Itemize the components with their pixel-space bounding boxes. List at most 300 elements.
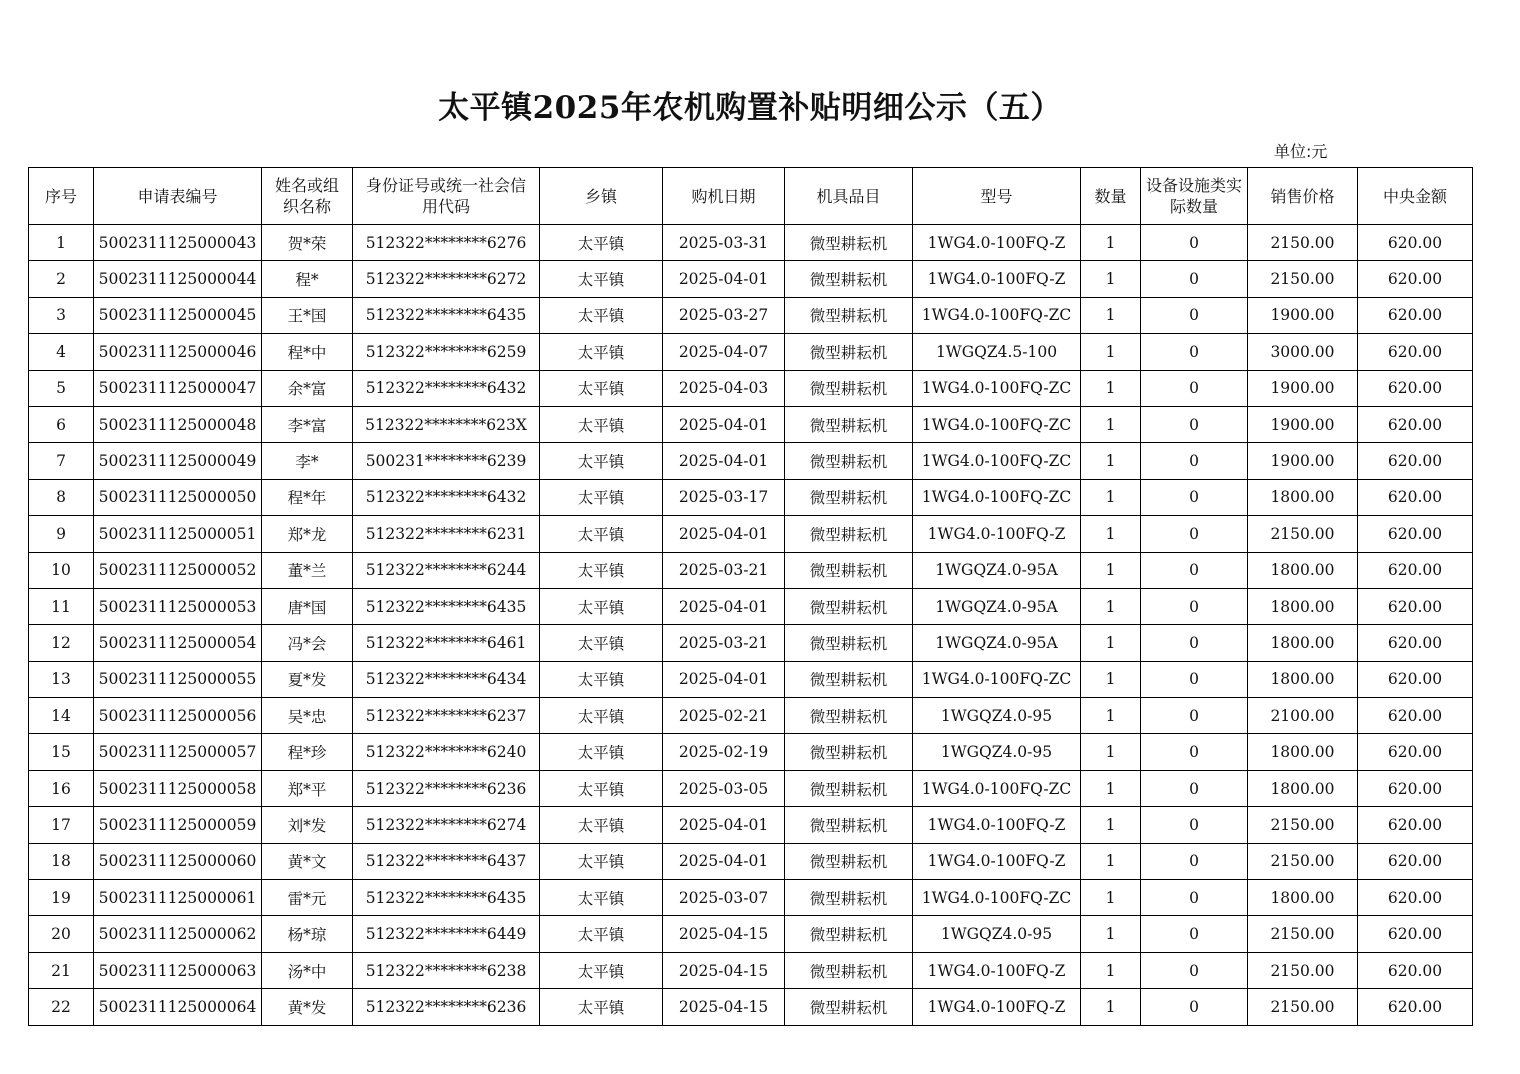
township-cell: 太平镇 — [540, 989, 663, 1025]
model-cell: 1WG4.0-100FQ-ZC — [913, 443, 1081, 479]
application-number-cell: 5002311125000057 — [94, 734, 262, 770]
purchase-date-cell: 2025-04-01 — [663, 443, 785, 479]
township-cell: 太平镇 — [540, 734, 663, 770]
purchase-date-cell: 2025-04-15 — [663, 989, 785, 1025]
quantity-cell: 1 — [1081, 479, 1141, 515]
application-number-cell: 5002311125000053 — [94, 588, 262, 624]
facility-quantity-cell: 0 — [1141, 297, 1248, 333]
machine-category-cell: 微型耕耘机 — [785, 479, 913, 515]
machine-category-cell: 微型耕耘机 — [785, 698, 913, 734]
applicant-name-cell: 程* — [262, 261, 353, 297]
facility-quantity-cell: 0 — [1141, 334, 1248, 370]
purchase-date-cell: 2025-04-01 — [663, 661, 785, 697]
id-number-cell: 512322********6435 — [353, 297, 540, 333]
facility-quantity-cell: 0 — [1141, 880, 1248, 916]
applicant-name-cell: 李* — [262, 443, 353, 479]
facility-quantity-cell: 0 — [1141, 479, 1248, 515]
sale-price-cell: 2150.00 — [1248, 807, 1358, 843]
application-number-cell: 5002311125000054 — [94, 625, 262, 661]
facility-quantity-cell: 0 — [1141, 261, 1248, 297]
quantity-cell: 1 — [1081, 734, 1141, 770]
applicant-name-cell: 李*富 — [262, 406, 353, 442]
purchase-date-cell: 2025-04-15 — [663, 952, 785, 988]
row-index-cell: 14 — [29, 698, 94, 734]
application-number-cell: 5002311125000051 — [94, 516, 262, 552]
sale-price-cell: 1900.00 — [1248, 370, 1358, 406]
facility-quantity-cell: 0 — [1141, 370, 1248, 406]
application-number-cell: 5002311125000047 — [94, 370, 262, 406]
id-number-cell: 512322********6432 — [353, 370, 540, 406]
model-cell: 1WG4.0-100FQ-ZC — [913, 661, 1081, 697]
quantity-cell: 1 — [1081, 225, 1141, 261]
application-number-cell: 5002311125000063 — [94, 952, 262, 988]
id-number-cell: 512322********6231 — [353, 516, 540, 552]
facility-quantity-cell: 0 — [1141, 588, 1248, 624]
row-index-cell: 1 — [29, 225, 94, 261]
machine-category-cell: 微型耕耘机 — [785, 625, 913, 661]
township-cell: 太平镇 — [540, 297, 663, 333]
id-number-cell: 512322********6435 — [353, 588, 540, 624]
central-amount-cell: 620.00 — [1358, 443, 1473, 479]
table-row — [29, 625, 1473, 661]
column-header: 型号 — [913, 168, 1081, 225]
application-number-cell: 5002311125000058 — [94, 770, 262, 806]
quantity-cell: 1 — [1081, 297, 1141, 333]
purchase-date-cell: 2025-04-07 — [663, 334, 785, 370]
application-number-cell: 5002311125000060 — [94, 843, 262, 879]
applicant-name-cell: 黄*文 — [262, 843, 353, 879]
model-cell: 1WG4.0-100FQ-ZC — [913, 297, 1081, 333]
township-cell: 太平镇 — [540, 406, 663, 442]
id-number-cell: 512322********6238 — [353, 952, 540, 988]
table-body — [29, 225, 1473, 1026]
machine-category-cell: 微型耕耘机 — [785, 443, 913, 479]
quantity-cell: 1 — [1081, 443, 1141, 479]
applicant-name-cell: 黄*发 — [262, 989, 353, 1025]
township-cell: 太平镇 — [540, 952, 663, 988]
township-cell: 太平镇 — [540, 479, 663, 515]
sale-price-cell: 1800.00 — [1248, 661, 1358, 697]
application-number-cell: 5002311125000050 — [94, 479, 262, 515]
model-cell: 1WGQZ4.0-95 — [913, 734, 1081, 770]
row-index-cell: 3 — [29, 297, 94, 333]
model-cell: 1WG4.0-100FQ-Z — [913, 516, 1081, 552]
sale-price-cell: 1900.00 — [1248, 297, 1358, 333]
quantity-cell: 1 — [1081, 406, 1141, 442]
applicant-name-cell: 冯*会 — [262, 625, 353, 661]
id-number-cell: 512322********6437 — [353, 843, 540, 879]
sale-price-cell: 2150.00 — [1248, 225, 1358, 261]
central-amount-cell: 620.00 — [1358, 479, 1473, 515]
model-cell: 1WG4.0-100FQ-ZC — [913, 880, 1081, 916]
id-number-cell: 512322********6435 — [353, 880, 540, 916]
purchase-date-cell: 2025-04-01 — [663, 516, 785, 552]
quantity-cell: 1 — [1081, 370, 1141, 406]
table-row — [29, 698, 1473, 734]
central-amount-cell: 620.00 — [1358, 807, 1473, 843]
model-cell: 1WGQZ4.5-100 — [913, 334, 1081, 370]
id-number-cell: 512322********6236 — [353, 770, 540, 806]
central-amount-cell: 620.00 — [1358, 406, 1473, 442]
applicant-name-cell: 程*珍 — [262, 734, 353, 770]
table-row — [29, 516, 1473, 552]
facility-quantity-cell: 0 — [1141, 625, 1248, 661]
model-cell: 1WG4.0-100FQ-Z — [913, 261, 1081, 297]
central-amount-cell: 620.00 — [1358, 625, 1473, 661]
row-index-cell: 6 — [29, 406, 94, 442]
application-number-cell: 5002311125000049 — [94, 443, 262, 479]
township-cell: 太平镇 — [540, 661, 663, 697]
application-number-cell: 5002311125000045 — [94, 297, 262, 333]
table-row — [29, 225, 1473, 261]
applicant-name-cell: 汤*中 — [262, 952, 353, 988]
purchase-date-cell: 2025-04-01 — [663, 843, 785, 879]
central-amount-cell: 620.00 — [1358, 552, 1473, 588]
sale-price-cell: 1800.00 — [1248, 552, 1358, 588]
table-row — [29, 479, 1473, 515]
application-number-cell: 5002311125000055 — [94, 661, 262, 697]
facility-quantity-cell: 0 — [1141, 516, 1248, 552]
unit-label: 单位:元 — [1274, 142, 1328, 161]
id-number-cell: 512322********6240 — [353, 734, 540, 770]
table-row — [29, 261, 1473, 297]
sale-price-cell: 2150.00 — [1248, 952, 1358, 988]
central-amount-cell: 620.00 — [1358, 261, 1473, 297]
applicant-name-cell: 程*中 — [262, 334, 353, 370]
machine-category-cell: 微型耕耘机 — [785, 770, 913, 806]
sale-price-cell: 2150.00 — [1248, 516, 1358, 552]
sale-price-cell: 2150.00 — [1248, 843, 1358, 879]
column-header: 乡镇 — [540, 168, 663, 225]
table-row — [29, 989, 1473, 1025]
row-index-cell: 21 — [29, 952, 94, 988]
sale-price-cell: 2100.00 — [1248, 698, 1358, 734]
table-row — [29, 552, 1473, 588]
sale-price-cell: 3000.00 — [1248, 334, 1358, 370]
row-index-cell: 11 — [29, 588, 94, 624]
quantity-cell: 1 — [1081, 698, 1141, 734]
row-index-cell: 15 — [29, 734, 94, 770]
row-index-cell: 22 — [29, 989, 94, 1025]
application-number-cell: 5002311125000052 — [94, 552, 262, 588]
column-header: 数量 — [1081, 168, 1141, 225]
purchase-date-cell: 2025-04-01 — [663, 588, 785, 624]
purchase-date-cell: 2025-04-15 — [663, 916, 785, 952]
row-index-cell: 13 — [29, 661, 94, 697]
quantity-cell: 1 — [1081, 989, 1141, 1025]
application-number-cell: 5002311125000056 — [94, 698, 262, 734]
sale-price-cell: 1900.00 — [1248, 406, 1358, 442]
facility-quantity-cell: 0 — [1141, 770, 1248, 806]
quantity-cell: 1 — [1081, 916, 1141, 952]
machine-category-cell: 微型耕耘机 — [785, 989, 913, 1025]
id-number-cell: 512322********6259 — [353, 334, 540, 370]
id-number-cell: 512322********6449 — [353, 916, 540, 952]
table-row — [29, 770, 1473, 806]
model-cell: 1WGQZ4.0-95A — [913, 588, 1081, 624]
purchase-date-cell: 2025-04-03 — [663, 370, 785, 406]
purchase-date-cell: 2025-03-07 — [663, 880, 785, 916]
page-title: 太平镇2025年农机购置补贴明细公示（五） — [438, 90, 1062, 126]
table-row — [29, 661, 1473, 697]
id-number-cell: 512322********6237 — [353, 698, 540, 734]
purchase-date-cell: 2025-03-21 — [663, 552, 785, 588]
purchase-date-cell: 2025-03-21 — [663, 625, 785, 661]
column-header: 机具品目 — [785, 168, 913, 225]
applicant-name-cell: 程*年 — [262, 479, 353, 515]
column-header: 中央金额 — [1358, 168, 1473, 225]
quantity-cell: 1 — [1081, 952, 1141, 988]
model-cell: 1WG4.0-100FQ-Z — [913, 843, 1081, 879]
column-header: 设备设施类实际数量 — [1141, 168, 1248, 225]
applicant-name-cell: 董*兰 — [262, 552, 353, 588]
quantity-cell: 1 — [1081, 843, 1141, 879]
machine-category-cell: 微型耕耘机 — [785, 843, 913, 879]
central-amount-cell: 620.00 — [1358, 734, 1473, 770]
table-header-row — [29, 168, 1473, 225]
applicant-name-cell: 唐*国 — [262, 588, 353, 624]
applicant-name-cell: 郑*龙 — [262, 516, 353, 552]
central-amount-cell: 620.00 — [1358, 989, 1473, 1025]
central-amount-cell: 620.00 — [1358, 916, 1473, 952]
applicant-name-cell: 刘*发 — [262, 807, 353, 843]
township-cell: 太平镇 — [540, 588, 663, 624]
facility-quantity-cell: 0 — [1141, 952, 1248, 988]
township-cell: 太平镇 — [540, 225, 663, 261]
model-cell: 1WG4.0-100FQ-ZC — [913, 770, 1081, 806]
township-cell: 太平镇 — [540, 261, 663, 297]
facility-quantity-cell: 0 — [1141, 406, 1248, 442]
township-cell: 太平镇 — [540, 916, 663, 952]
machine-category-cell: 微型耕耘机 — [785, 807, 913, 843]
application-number-cell: 5002311125000044 — [94, 261, 262, 297]
township-cell: 太平镇 — [540, 843, 663, 879]
machine-category-cell: 微型耕耘机 — [785, 916, 913, 952]
id-number-cell: 512322********6432 — [353, 479, 540, 515]
sale-price-cell: 2150.00 — [1248, 916, 1358, 952]
application-number-cell: 5002311125000046 — [94, 334, 262, 370]
row-index-cell: 2 — [29, 261, 94, 297]
model-cell: 1WGQZ4.0-95A — [913, 625, 1081, 661]
row-index-cell: 17 — [29, 807, 94, 843]
machine-category-cell: 微型耕耘机 — [785, 552, 913, 588]
model-cell: 1WG4.0-100FQ-Z — [913, 952, 1081, 988]
central-amount-cell: 620.00 — [1358, 952, 1473, 988]
machine-category-cell: 微型耕耘机 — [785, 297, 913, 333]
purchase-date-cell: 2025-03-17 — [663, 479, 785, 515]
model-cell: 1WGQZ4.0-95 — [913, 916, 1081, 952]
township-cell: 太平镇 — [540, 443, 663, 479]
column-header: 姓名或组织名称 — [262, 168, 353, 225]
sale-price-cell: 1800.00 — [1248, 625, 1358, 661]
row-index-cell: 9 — [29, 516, 94, 552]
purchase-date-cell: 2025-04-01 — [663, 261, 785, 297]
quantity-cell: 1 — [1081, 588, 1141, 624]
table-row — [29, 916, 1473, 952]
facility-quantity-cell: 0 — [1141, 698, 1248, 734]
id-number-cell: 512322********6276 — [353, 225, 540, 261]
column-header: 销售价格 — [1248, 168, 1358, 225]
central-amount-cell: 620.00 — [1358, 334, 1473, 370]
central-amount-cell: 620.00 — [1358, 225, 1473, 261]
machine-category-cell: 微型耕耘机 — [785, 225, 913, 261]
central-amount-cell: 620.00 — [1358, 588, 1473, 624]
row-index-cell: 20 — [29, 916, 94, 952]
table-row — [29, 443, 1473, 479]
sale-price-cell: 1800.00 — [1248, 770, 1358, 806]
application-number-cell: 5002311125000061 — [94, 880, 262, 916]
central-amount-cell: 620.00 — [1358, 661, 1473, 697]
model-cell: 1WG4.0-100FQ-Z — [913, 989, 1081, 1025]
subsidy-table — [28, 167, 1473, 1026]
table-row — [29, 880, 1473, 916]
township-cell: 太平镇 — [540, 334, 663, 370]
applicant-name-cell: 王*国 — [262, 297, 353, 333]
application-number-cell: 5002311125000048 — [94, 406, 262, 442]
quantity-cell: 1 — [1081, 770, 1141, 806]
applicant-name-cell: 夏*发 — [262, 661, 353, 697]
model-cell: 1WG4.0-100FQ-Z — [913, 807, 1081, 843]
machine-category-cell: 微型耕耘机 — [785, 370, 913, 406]
application-number-cell: 5002311125000043 — [94, 225, 262, 261]
quantity-cell: 1 — [1081, 552, 1141, 588]
column-header: 序号 — [29, 168, 94, 225]
id-number-cell: 512322********6274 — [353, 807, 540, 843]
model-cell: 1WG4.0-100FQ-Z — [913, 225, 1081, 261]
machine-category-cell: 微型耕耘机 — [785, 406, 913, 442]
facility-quantity-cell: 0 — [1141, 661, 1248, 697]
table-row — [29, 334, 1473, 370]
column-header: 身份证号或统一社会信用代码 — [353, 168, 540, 225]
applicant-name-cell: 杨*琼 — [262, 916, 353, 952]
row-index-cell: 12 — [29, 625, 94, 661]
quantity-cell: 1 — [1081, 880, 1141, 916]
central-amount-cell: 620.00 — [1358, 516, 1473, 552]
id-number-cell: 512322********6461 — [353, 625, 540, 661]
machine-category-cell: 微型耕耘机 — [785, 880, 913, 916]
applicant-name-cell: 吴*忠 — [262, 698, 353, 734]
table-row — [29, 297, 1473, 333]
table-row — [29, 406, 1473, 442]
machine-category-cell: 微型耕耘机 — [785, 734, 913, 770]
facility-quantity-cell: 0 — [1141, 734, 1248, 770]
id-number-cell: 512322********6272 — [353, 261, 540, 297]
machine-category-cell: 微型耕耘机 — [785, 588, 913, 624]
purchase-date-cell: 2025-04-01 — [663, 406, 785, 442]
applicant-name-cell: 贺*荣 — [262, 225, 353, 261]
quantity-cell: 1 — [1081, 625, 1141, 661]
model-cell: 1WG4.0-100FQ-ZC — [913, 406, 1081, 442]
table-row — [29, 843, 1473, 879]
township-cell: 太平镇 — [540, 516, 663, 552]
applicant-name-cell: 余*富 — [262, 370, 353, 406]
facility-quantity-cell: 0 — [1141, 807, 1248, 843]
machine-category-cell: 微型耕耘机 — [785, 516, 913, 552]
sale-price-cell: 1800.00 — [1248, 479, 1358, 515]
table-row — [29, 807, 1473, 843]
purchase-date-cell: 2025-02-21 — [663, 698, 785, 734]
row-index-cell: 7 — [29, 443, 94, 479]
row-index-cell: 5 — [29, 370, 94, 406]
applicant-name-cell: 雷*元 — [262, 880, 353, 916]
model-cell: 1WGQZ4.0-95 — [913, 698, 1081, 734]
application-number-cell: 5002311125000062 — [94, 916, 262, 952]
facility-quantity-cell: 0 — [1141, 916, 1248, 952]
application-number-cell: 5002311125000059 — [94, 807, 262, 843]
row-index-cell: 8 — [29, 479, 94, 515]
quantity-cell: 1 — [1081, 807, 1141, 843]
id-number-cell: 500231********6239 — [353, 443, 540, 479]
sale-price-cell: 1800.00 — [1248, 734, 1358, 770]
machine-category-cell: 微型耕耘机 — [785, 261, 913, 297]
township-cell: 太平镇 — [540, 807, 663, 843]
machine-category-cell: 微型耕耘机 — [785, 952, 913, 988]
row-index-cell: 16 — [29, 770, 94, 806]
purchase-date-cell: 2025-03-31 — [663, 225, 785, 261]
quantity-cell: 1 — [1081, 261, 1141, 297]
model-cell: 1WG4.0-100FQ-ZC — [913, 370, 1081, 406]
central-amount-cell: 620.00 — [1358, 770, 1473, 806]
sale-price-cell: 1800.00 — [1248, 588, 1358, 624]
id-number-cell: 512322********6236 — [353, 989, 540, 1025]
sale-price-cell: 1900.00 — [1248, 443, 1358, 479]
township-cell: 太平镇 — [540, 770, 663, 806]
central-amount-cell: 620.00 — [1358, 843, 1473, 879]
facility-quantity-cell: 0 — [1141, 225, 1248, 261]
machine-category-cell: 微型耕耘机 — [785, 334, 913, 370]
application-number-cell: 5002311125000064 — [94, 989, 262, 1025]
facility-quantity-cell: 0 — [1141, 989, 1248, 1025]
purchase-date-cell: 2025-04-01 — [663, 807, 785, 843]
id-number-cell: 512322********6244 — [353, 552, 540, 588]
township-cell: 太平镇 — [540, 552, 663, 588]
quantity-cell: 1 — [1081, 661, 1141, 697]
model-cell: 1WG4.0-100FQ-ZC — [913, 479, 1081, 515]
central-amount-cell: 620.00 — [1358, 370, 1473, 406]
sale-price-cell: 2150.00 — [1248, 989, 1358, 1025]
central-amount-cell: 620.00 — [1358, 698, 1473, 734]
sale-price-cell: 2150.00 — [1248, 261, 1358, 297]
purchase-date-cell: 2025-02-19 — [663, 734, 785, 770]
id-number-cell: 512322********6434 — [353, 661, 540, 697]
facility-quantity-cell: 0 — [1141, 443, 1248, 479]
township-cell: 太平镇 — [540, 880, 663, 916]
central-amount-cell: 620.00 — [1358, 297, 1473, 333]
facility-quantity-cell: 0 — [1141, 843, 1248, 879]
table-row — [29, 370, 1473, 406]
row-index-cell: 18 — [29, 843, 94, 879]
column-header: 申请表编号 — [94, 168, 262, 225]
township-cell: 太平镇 — [540, 370, 663, 406]
model-cell: 1WGQZ4.0-95A — [913, 552, 1081, 588]
applicant-name-cell: 郑*平 — [262, 770, 353, 806]
table-row — [29, 734, 1473, 770]
column-header: 购机日期 — [663, 168, 785, 225]
quantity-cell: 1 — [1081, 334, 1141, 370]
township-cell: 太平镇 — [540, 625, 663, 661]
row-index-cell: 4 — [29, 334, 94, 370]
id-number-cell: 512322********623X — [353, 406, 540, 442]
row-index-cell: 19 — [29, 880, 94, 916]
purchase-date-cell: 2025-03-05 — [663, 770, 785, 806]
purchase-date-cell: 2025-03-27 — [663, 297, 785, 333]
table-row — [29, 952, 1473, 988]
township-cell: 太平镇 — [540, 698, 663, 734]
row-index-cell: 10 — [29, 552, 94, 588]
facility-quantity-cell: 0 — [1141, 552, 1248, 588]
central-amount-cell: 620.00 — [1358, 880, 1473, 916]
table-row — [29, 588, 1473, 624]
